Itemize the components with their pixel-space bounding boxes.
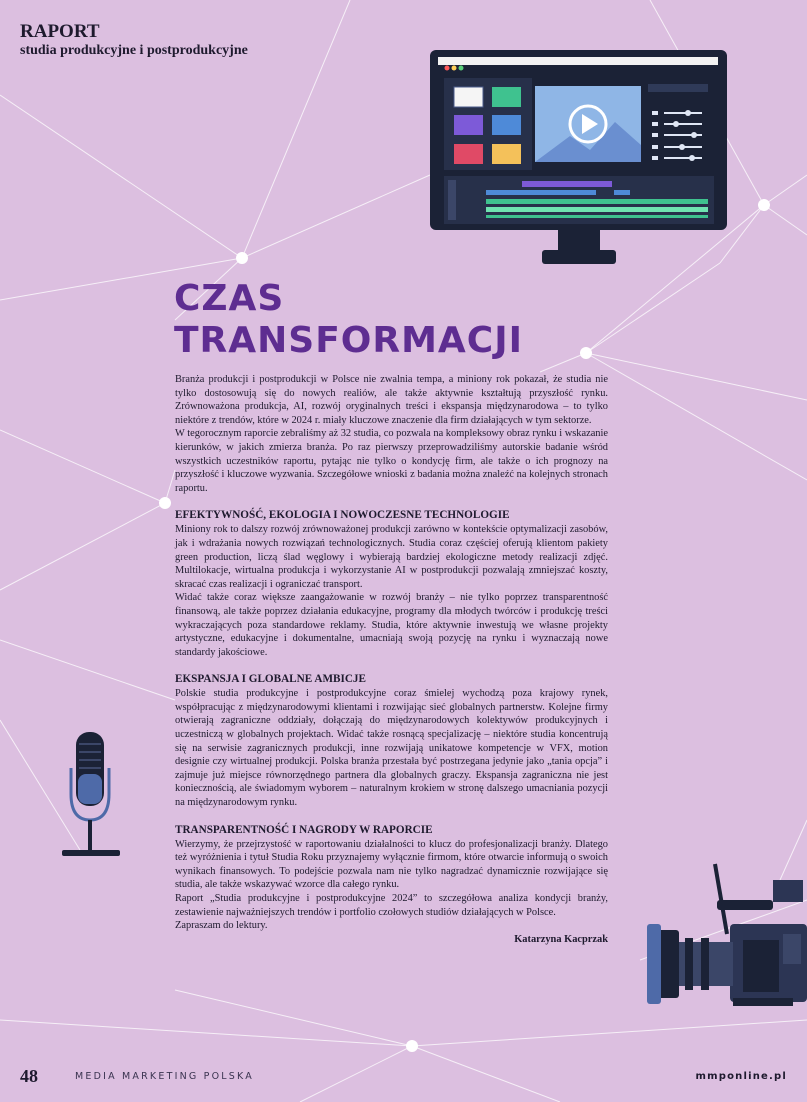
section-heading: EKSPANSJA I GLOBALNE AMBICJE [175,673,366,686]
intro-paragraph: Branża produkcji i postprodukcji w Polsce nie zwalnia tempa, a miniony rok pokazał, że studia nie tylko dostosowują się do nowych realiów, ale także aktywnie kształtują przyszłość rynku. Zrównoważona produkcja, AI, rozwój oryginalnych treści i ekspansja międzynarodowa – to tylko niektóre z trendów, które w 2024 r. miały kluczowe znaczenie dla firm działających w tym sektorze. [175,374,608,426]
section-heading: EFEKTYWNOŚĆ, EKOLOGIA I NOWOCZESNE TECHNOLOGIE [175,509,510,522]
author-signature: Katarzyna Kacprzak [514,933,608,945]
section-paragraph: Wierzymy, że przejrzystość w raportowaniu działalności to klucz do profesjonalizacji branży. Dlatego też wyróżnienia i tytuł Studia Roku przyznajemy wyłącznie firmom, które otwarcie informują o swoich wynikach finansowych. To podejście pozwala nam nie tylko nagradzać dynamicznie rozwijające się studia, ale także wskazywać wzorce dla całego rynku. [175,838,608,891]
report-label: RAPORT [20,21,100,42]
article-body [175,373,608,946]
page-number: 48 [20,1066,38,1086]
headline-line-1: CZAS [174,278,285,319]
magazine-name: MEDIA MARKETING POLSKA [75,1071,254,1082]
section-paragraph: Polskie studia produkcyjne i postprodukcyjne coraz śmielej wychodzą poza krajowy rynek, współpracując z międzynarodowymi klientami i rozwijając sieć globalnych partnerstw. Kolejne firmy otwierają zagraniczne oddziały, dołączają do międzynarodowych kolektywów produkcyjnych i uczestniczą w globalnych projektach. Widać także rosnącą specjalizację – niektóre studia koncentrują się na serwisie zagranicznych produkcji, inne rozwijają unikatowe kompetencje w VFX, motion designie czy wirtualnej produkcji. Polska branża przestała być postrzegana jedynie jako „tania opcja” i zajmuje już miejsce równorzędnego partnera dla globalnych graczy. Ekspansja zagraniczna nie jest koniecznością, ale świadomym wyborem – naturalnym krokiem w stronę dalszego umacniania pozycji na międzynarodowym rynku. [175,688,608,809]
headline-line-2: TRANSFORMACJI [174,320,524,361]
computer-monitor-video-editor [430,50,727,268]
magazine-url[interactable]: mmponline.pl [695,1071,787,1082]
section-paragraph: Raport „Studia produkcyjne i postprodukcyjne 2024” to szczegółowa analiza kondycji branży, zestawienie najważniejszych trendów i portfolio czołowych studiów działających w Polsce. [175,893,608,918]
report-header [20,22,248,59]
section-paragraph: Zapraszam do lektury. [175,920,268,932]
section-paragraph: Miniony rok to dalszy rozwój zrównoważonej produkcji zarówno w kontekście optymalizacji zasobów, jak i wdrażania nowych rozwiązań technologicznych. Studia coraz częściej oferują klientom pakiety green production, liczą ślad węglowy i wybierają bardziej ekologiczne metody realizacji zdjęć. Multilokacje, wirtualna produkcja i wykorzystanie AI w postprodukcji pozwalają zmniejszać koszty, skracać czas realizacji i ograniczać transport. [175,524,608,590]
intro-paragraph: W tegorocznym raporcie zebraliśmy aż 32 studia, co pozwala na kompleksowy obraz rynku i wskazanie kierunków, w jakich zmierza branża. Po raz pierwszy przeprowadziliśmy autorskie badanie wśród wszystkich uczestników raportu, pytając nie tylko o kondycję firm, ale także o ich prognozy na przyszłość i kluczowe wyzwania. Szczegółowe wnioski z badania można znaleźć na kolejnych stronach raportu. [175,428,608,494]
headline [174,278,523,362]
studio-microphone-icon [60,730,124,860]
report-subtitle: studia produkcyjne i postprodukcyjne [20,43,248,58]
section-heading: TRANSPARENTNOŚĆ I NAGRODY W RAPORCIE [175,823,433,836]
section-paragraph: Widać także coraz większe zaangażowanie w rozwój branży – nie tylko poprzez transparentność finansową, ale także poprzez działania edukacyjne, programy dla młodych twórców i produkcję treści wykraczających poza standardowe reklamy. Studia, które aktywnie inwestują we własne projekty artystyczne, edukacyjne i dokumentalne, umacniają swoją pozycję na rynku i wyznaczają nowe standardy jakościowe. [175,592,608,658]
cinema-camera-icon [645,860,807,1010]
